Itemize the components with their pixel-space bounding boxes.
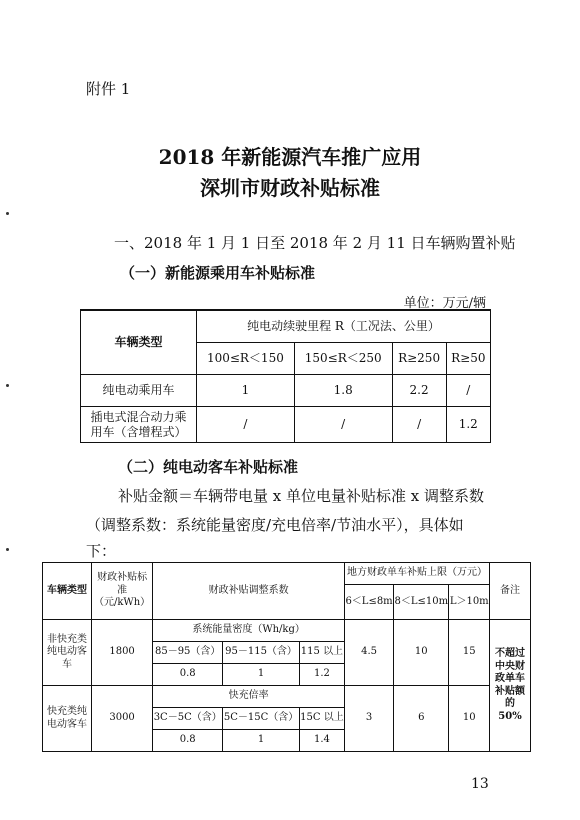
length-range: 6＜L≤8m: [345, 585, 394, 620]
band-label: 3C－5C（含）: [153, 708, 223, 730]
note-value: 不超过中央财政单车补贴额的 50%: [490, 620, 531, 752]
header-range: 纯电动续驶里程 R（工况法、公里）: [197, 310, 491, 343]
formula-paragraph: 补贴金额＝车辆带电量 x 单位电量补贴标准 x 调整系数: [118, 487, 484, 505]
coef-value: 0.8: [153, 730, 223, 752]
length-range: 8＜L≤10m: [394, 585, 449, 620]
paragraph-line-2: （调整系数：系统能量密度/充电倍率/节油水平），具体如: [86, 516, 464, 534]
cell-value: 2.2: [392, 375, 446, 407]
coef-value: 1.4: [299, 730, 344, 752]
header-standard: 财政补贴标准（元/kWh）: [92, 563, 153, 620]
coefficient-subheader: 快充倍率: [153, 686, 345, 708]
range-header: 150≤R＜250: [294, 343, 392, 375]
range-header: R≥50: [446, 343, 490, 375]
title-line-2: 深圳市财政补贴标准: [200, 176, 380, 200]
cell-value: /: [392, 407, 446, 443]
annex-label: 附件 1: [86, 80, 131, 98]
cell-value: /: [446, 375, 490, 407]
header-vehicle-type: 车辆类型: [81, 310, 197, 375]
paragraph-line-3: 下：: [86, 542, 117, 560]
cell-value: /: [197, 407, 295, 443]
coefficient-subheader: 系统能量密度（Wh/kg）: [153, 620, 345, 642]
range-header: R≥250: [392, 343, 446, 375]
subsection-heading-1: （一）新能源乘用车补贴标准: [120, 264, 316, 282]
vehicle-type: 非快充类纯电动客车: [43, 620, 92, 686]
coef-value: 1: [223, 730, 300, 752]
header-cap: 地方财政单车补贴上限（万元）: [345, 563, 490, 585]
header-vehicle-type: 车辆类型: [43, 563, 92, 620]
unit-label: 单位：万元/辆: [403, 296, 486, 311]
band-label: 5C－15C（含）: [223, 708, 300, 730]
header-note: 备注: [490, 563, 531, 620]
table-row: [43, 620, 531, 642]
range-header: 100≤R＜150: [197, 343, 295, 375]
cap-value: 4.5: [345, 620, 394, 686]
title-line-1: 2018 年新能源汽车推广应用: [158, 145, 422, 169]
length-range: L＞10m: [449, 585, 490, 620]
coef-value: 1.2: [299, 664, 344, 686]
coef-value: 1: [223, 664, 300, 686]
cell-value: 1: [197, 375, 295, 407]
page-number: 13: [471, 776, 489, 792]
coef-value: 0.8: [153, 664, 223, 686]
scan-speck: [6, 212, 9, 215]
cap-value: 10: [394, 620, 449, 686]
scan-speck: [6, 548, 9, 551]
standard-value: 3000: [92, 686, 153, 752]
cap-value: 3: [345, 686, 394, 752]
subsection-heading-2: （二）纯电动客车补贴标准: [118, 458, 299, 476]
header-coefficient: 财政补贴调整系数: [153, 563, 345, 620]
row-label: 插电式混合动力乘用车（含增程式）: [81, 407, 197, 443]
table-row: [81, 407, 491, 443]
band-label: 95－115（含）: [223, 642, 300, 664]
passenger-car-subsidy-table: [80, 309, 491, 443]
band-label: 115 以上: [299, 642, 344, 664]
standard-value: 1800: [92, 620, 153, 686]
table-row: [81, 375, 491, 407]
cell-value: 1.2: [446, 407, 490, 443]
band-label: 85－95（含）: [153, 642, 223, 664]
cap-value: 15: [449, 620, 490, 686]
table-row: [43, 686, 531, 708]
cap-value: 10: [449, 686, 490, 752]
scan-speck: [6, 384, 9, 387]
cap-value: 6: [394, 686, 449, 752]
vehicle-type: 快充类纯电动客车: [43, 686, 92, 752]
bus-subsidy-table: [42, 562, 531, 752]
row-label: 纯电动乘用车: [81, 375, 197, 407]
section-heading-1: 一、2018 年 1 月 1 日至 2018 年 2 月 11 日车辆购置补贴: [114, 234, 516, 252]
cell-value: /: [294, 407, 392, 443]
band-label: 15C 以上: [299, 708, 344, 730]
cell-value: 1.8: [294, 375, 392, 407]
